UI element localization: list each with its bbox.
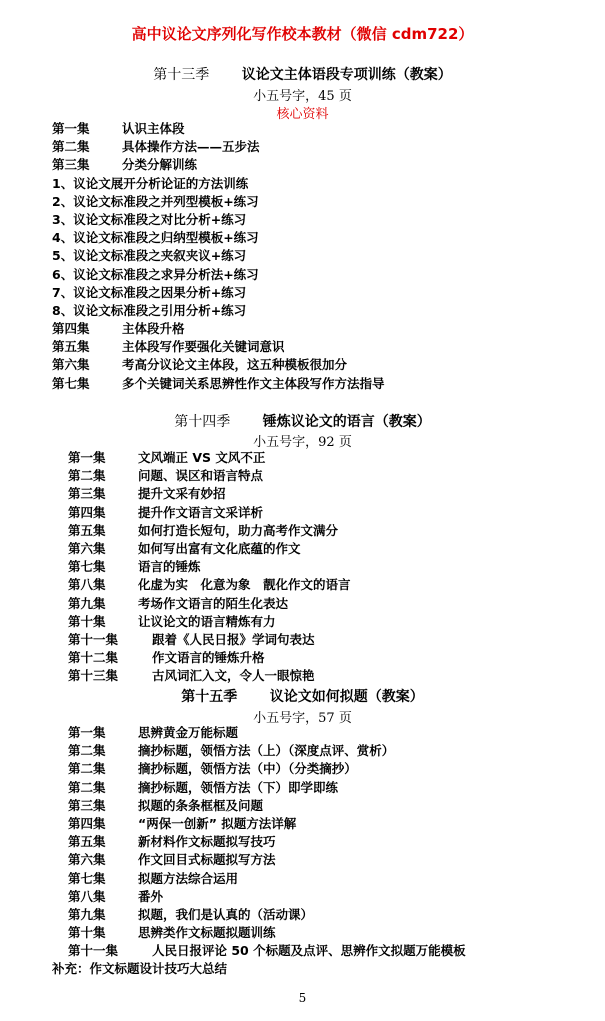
episode-title: 化虚为实 化意为象 靓化作文的语言 bbox=[138, 577, 351, 593]
season-14-label: 第十四季 bbox=[174, 414, 231, 430]
episode-label: 第九集 bbox=[68, 595, 106, 611]
episode-title: 考场作文语言的陌生化表达 bbox=[138, 595, 289, 611]
episode-label: 第一集 bbox=[68, 725, 106, 740]
episode-label: 第九集 bbox=[68, 906, 106, 922]
episode-label: 第二集 bbox=[52, 139, 90, 155]
episode-label: 第四集 bbox=[52, 321, 90, 337]
episode-label: 第六集 bbox=[68, 852, 106, 868]
episode-title: 主体段升格 bbox=[122, 321, 185, 337]
season-14-meta: 小五号字，92 页 bbox=[253, 435, 352, 450]
episode-title: 如何打造长短句，助力高考作文满分 bbox=[138, 522, 339, 538]
episode-label: 第七集 bbox=[52, 375, 90, 391]
episode-item bbox=[68, 631, 351, 649]
episode-label: 第十一集 bbox=[68, 631, 119, 647]
episode-title: 6、议论文标准段之求异分析法+练习 bbox=[52, 266, 259, 282]
episode-title: 让议论文的语言精炼有力 bbox=[138, 613, 276, 629]
episode-label: 第二集 bbox=[68, 761, 106, 777]
episode-item bbox=[52, 266, 385, 284]
season-15-heading bbox=[0, 686, 605, 706]
episode-item bbox=[68, 558, 351, 576]
season-14-title: 锤炼议论文的语言（教案） bbox=[262, 414, 431, 430]
episode-item bbox=[68, 522, 351, 540]
episode-item bbox=[68, 888, 466, 906]
episode-title: 拟题方法综合运用 bbox=[138, 870, 239, 886]
episode-item bbox=[52, 247, 385, 265]
episode-item bbox=[68, 449, 351, 467]
season-13-note: 核心资料 bbox=[276, 107, 329, 122]
episode-item bbox=[68, 576, 351, 594]
episode-item bbox=[68, 742, 466, 760]
episode-title: 人民日报评论 50 个标题及点评、思辨作文拟题万能模板 bbox=[152, 943, 466, 959]
episode-label: 第七集 bbox=[68, 870, 106, 886]
episode-item bbox=[68, 724, 466, 742]
episode-item bbox=[68, 760, 466, 778]
episode-label: 第十三集 bbox=[68, 668, 119, 684]
episode-title: 古风词汇入文，令人一眼惊艳 bbox=[152, 668, 315, 684]
episode-item bbox=[52, 156, 385, 174]
episode-item bbox=[52, 960, 466, 978]
episode-title: 摘抄标题，领悟方法（中）（分类摘抄） bbox=[138, 761, 357, 777]
episode-item bbox=[68, 797, 466, 815]
episode-title: 认识主体段 bbox=[122, 121, 185, 136]
episode-item bbox=[68, 667, 351, 685]
episode-label: 第二集 bbox=[68, 468, 106, 484]
season-15-title: 议论文如何拟题（教案） bbox=[269, 689, 424, 705]
episode-title: 3、议论文标准段之对比分析+练习 bbox=[52, 211, 247, 227]
episode-title: 问题、误区和语言特点 bbox=[138, 468, 264, 484]
episode-label: 第五集 bbox=[68, 834, 106, 850]
episode-title: 2、议论文标准段之并列型模板+练习 bbox=[52, 193, 259, 209]
episode-item bbox=[68, 833, 466, 851]
episode-item bbox=[68, 924, 466, 942]
episode-item bbox=[52, 375, 385, 393]
episode-title: 摘抄标题，领悟方法（上）（深度点评、赏析） bbox=[138, 743, 395, 759]
episode-title: 作文标题设计技巧大总结 bbox=[89, 961, 228, 977]
episode-item bbox=[68, 595, 351, 613]
episode-label: 第六集 bbox=[68, 540, 106, 556]
episode-item bbox=[52, 338, 385, 356]
episode-item bbox=[68, 613, 351, 631]
episode-item bbox=[52, 211, 385, 229]
episode-label: 第一集 bbox=[68, 450, 106, 465]
episode-title: 如何写出富有文化底蕴的作文 bbox=[138, 540, 301, 556]
episode-title: 7、议论文标准段之因果分析+练习 bbox=[52, 284, 247, 300]
episode-item bbox=[68, 906, 466, 924]
episode-label: 第十二集 bbox=[68, 650, 119, 666]
season-13-episode-list bbox=[52, 120, 385, 393]
episode-title: 拟题，我们是认真的（活动课） bbox=[138, 906, 314, 922]
episode-item bbox=[68, 540, 351, 558]
episode-title: 4、议论文标准段之归纳型模板+练习 bbox=[52, 230, 259, 246]
episode-title: 跟着《人民日报》学词句表达 bbox=[152, 631, 315, 647]
episode-title: 考高分议论文主体段，这五种模板很加分 bbox=[122, 357, 348, 373]
episode-title: 分类分解训练 bbox=[122, 157, 198, 173]
episode-title: 主体段写作要强化关键词意识 bbox=[122, 339, 285, 355]
episode-title: 语言的锤炼 bbox=[138, 559, 201, 575]
episode-item bbox=[68, 504, 351, 522]
episode-item bbox=[68, 815, 466, 833]
episode-label: 第四集 bbox=[68, 504, 106, 520]
episode-title: 番外 bbox=[138, 888, 164, 904]
episode-item bbox=[52, 229, 385, 247]
season-14-heading bbox=[0, 411, 605, 431]
episode-item bbox=[52, 320, 385, 338]
episode-label: 第十集 bbox=[68, 613, 106, 629]
episode-item bbox=[68, 485, 351, 503]
episode-title: 思辨类作文标题拟题训练 bbox=[138, 925, 276, 941]
episode-title: 文风端正 VS 文风不正 bbox=[138, 450, 266, 465]
episode-item bbox=[52, 302, 385, 320]
episode-label: 第八集 bbox=[68, 577, 106, 593]
episode-item bbox=[68, 779, 466, 797]
episode-title: 8、议论文标准段之引用分析+练习 bbox=[52, 302, 247, 318]
episode-title: 新材料作文标题拟写技巧 bbox=[138, 834, 276, 850]
episode-item bbox=[52, 120, 385, 138]
episode-label: 第三集 bbox=[68, 486, 106, 502]
episode-label: 第八集 bbox=[68, 888, 106, 904]
episode-label: 补充： bbox=[52, 961, 90, 977]
episode-label: 第二集 bbox=[68, 743, 106, 759]
episode-item bbox=[68, 870, 466, 888]
episode-item bbox=[52, 356, 385, 374]
episode-label: 第四集 bbox=[68, 815, 106, 831]
episode-label: 第二集 bbox=[68, 779, 106, 795]
season-13-title: 议论文主体语段专项训练（教案） bbox=[241, 67, 452, 83]
episode-title: 摘抄标题，领悟方法（下）即学即练 bbox=[138, 779, 339, 795]
season-13-label: 第十三季 bbox=[153, 67, 210, 83]
page-number: 5 bbox=[298, 991, 307, 1005]
episode-item bbox=[52, 138, 385, 156]
episode-title: 作文回目式标题拟写方法 bbox=[138, 852, 276, 868]
episode-label: 第六集 bbox=[52, 357, 90, 373]
episode-title: 1、议论文展开分析论证的方法训练 bbox=[52, 175, 249, 191]
document-banner: 高中议论文序列化写作校本教材（微信 cdm722） bbox=[131, 25, 474, 43]
episode-item bbox=[52, 284, 385, 302]
episode-item bbox=[68, 851, 466, 869]
episode-label: 第七集 bbox=[68, 559, 106, 575]
episode-title: 提升文采有妙招 bbox=[138, 486, 226, 502]
episode-label: 第三集 bbox=[52, 157, 90, 173]
episode-title: “两保一创新” 拟题方法详解 bbox=[138, 815, 297, 831]
episode-item bbox=[68, 649, 351, 667]
season-13-heading bbox=[0, 64, 605, 84]
episode-title: 具体操作方法——五步法 bbox=[122, 139, 260, 155]
episode-label: 第五集 bbox=[68, 522, 106, 538]
episode-item bbox=[52, 175, 385, 193]
season-14-episode-list bbox=[68, 449, 351, 685]
episode-title: 作文语言的锤炼升格 bbox=[152, 650, 265, 666]
episode-item bbox=[68, 467, 351, 485]
season-15-episode-list bbox=[52, 724, 466, 979]
episode-label: 第十一集 bbox=[68, 943, 119, 959]
episode-title: 提升作文语言文采详析 bbox=[138, 504, 264, 520]
episode-label: 第三集 bbox=[68, 797, 106, 813]
episode-item bbox=[52, 193, 385, 211]
episode-label: 第一集 bbox=[52, 121, 90, 136]
episode-title: 思辨黄金万能标题 bbox=[138, 725, 239, 740]
season-13-meta: 小五号字，45 页 bbox=[253, 89, 352, 104]
episode-title: 多个关键词关系思辨性作文主体段写作方法指导 bbox=[122, 375, 385, 391]
episode-title: 5、议论文标准段之夹叙夹议+练习 bbox=[52, 248, 247, 264]
episode-item bbox=[68, 942, 466, 960]
season-15-meta: 小五号字，57 页 bbox=[253, 711, 352, 726]
episode-label: 第十集 bbox=[68, 925, 106, 941]
season-15-label: 第十五季 bbox=[181, 689, 238, 705]
episode-title: 拟题的条条框框及问题 bbox=[138, 797, 264, 813]
episode-label: 第五集 bbox=[52, 339, 90, 355]
